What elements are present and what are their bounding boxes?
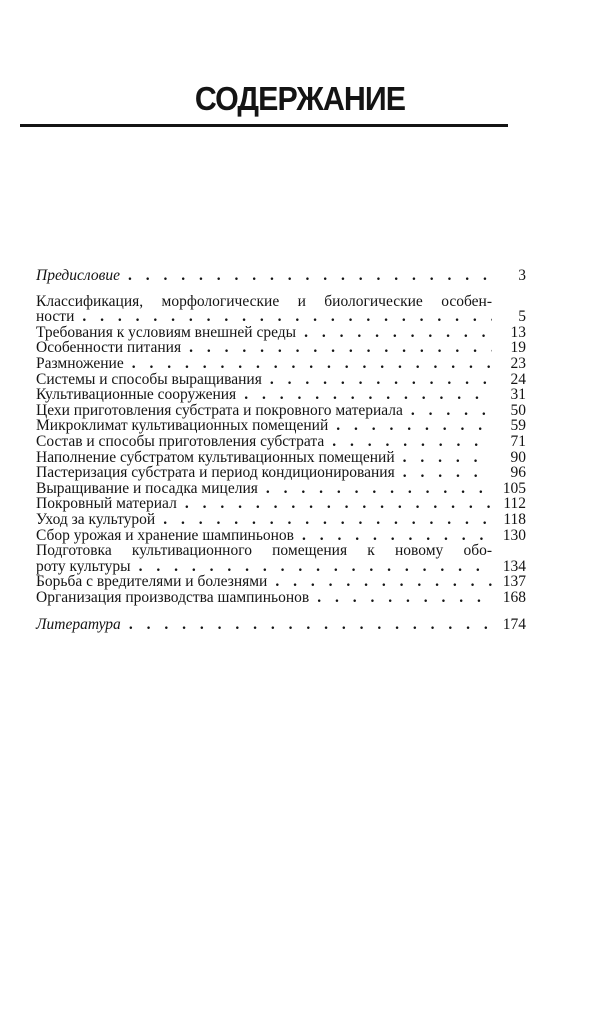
toc-entry[interactable]	[36, 559, 526, 575]
toc-entry-page: 13	[510, 323, 526, 341]
dot-leader	[403, 403, 492, 419]
page-title: СОДЕРЖАНИЕ	[194, 80, 406, 117]
toc-entry[interactable]	[36, 450, 526, 466]
toc-entry[interactable]	[36, 340, 526, 356]
toc-entry-page: 24	[510, 370, 526, 388]
toc-entry[interactable]	[36, 418, 526, 434]
toc-entry-page: 71	[510, 432, 526, 450]
toc-entry[interactable]	[36, 574, 526, 590]
toc-entry-page: 174	[502, 616, 526, 634]
dot-leader	[131, 559, 492, 575]
toc-entry-page: 137	[502, 573, 526, 591]
toc-entry-page: 105	[502, 479, 526, 497]
dot-leader	[258, 481, 492, 497]
dot-leader	[324, 434, 492, 450]
toc-entry[interactable]	[36, 325, 526, 341]
toc-entry-page: 168	[502, 588, 526, 606]
dot-leader	[395, 465, 492, 481]
dot-leader	[309, 590, 492, 606]
dot-leader	[296, 325, 492, 341]
toc-entry-title: Уход за культурой	[36, 510, 156, 528]
toc-entry-title: Культивационные сооружения	[36, 386, 237, 404]
toc-entry-title: Наполнение субстратом культивационных помещений	[36, 448, 395, 466]
toc-entry-title: Размножение	[36, 354, 124, 372]
dot-leader	[177, 496, 492, 512]
toc-entry-title: ности	[36, 308, 75, 326]
toc-entry-page: 96	[510, 464, 526, 482]
toc-entry-line1[interactable]	[36, 543, 526, 559]
toc-entry-page: 90	[510, 448, 526, 466]
toc-entry[interactable]	[36, 403, 526, 419]
dot-leader	[395, 450, 492, 466]
toc-entry-title: Цехи приготовления субстрата и покровного материала	[36, 401, 403, 419]
toc-entry[interactable]	[36, 481, 526, 497]
toc-entry-title: Требования к условиям внешней среды	[36, 323, 297, 341]
dot-leader	[328, 418, 492, 434]
toc-entry-title: Подготовка культивационного помещения к новому обо-	[36, 542, 492, 560]
title-rule	[20, 124, 508, 127]
toc-entry-page: 31	[510, 386, 526, 404]
toc-entry[interactable]	[36, 309, 526, 325]
toc-entry-title: Микроклимат культивационных помещений	[36, 417, 329, 435]
toc-entry[interactable]	[36, 512, 526, 528]
toc-entry-title: Выращивание и посадка мицелия	[36, 479, 258, 497]
dot-leader	[124, 356, 492, 372]
toc-entry[interactable]	[36, 590, 526, 606]
toc-entry[interactable]	[36, 387, 526, 403]
toc-entry-page: 130	[502, 526, 526, 544]
toc-entry-title: Покровный материал	[36, 495, 177, 513]
toc-entry-title: Пастеризация субстрата и период кондиционирования	[36, 464, 395, 482]
toc-entry-title: Состав и способы приготовления субстрата	[36, 432, 325, 450]
dot-leader	[74, 309, 492, 325]
toc-entry[interactable]	[36, 465, 526, 481]
toc-entry-title: Классификация, морфологические и биологические особен-	[36, 292, 492, 310]
toc-entry[interactable]	[36, 372, 526, 388]
dot-leader	[262, 372, 492, 388]
toc-entry-title: Особенности питания	[36, 339, 182, 357]
toc-entry[interactable]	[36, 528, 526, 544]
dot-leader	[294, 528, 492, 544]
dot-leader	[155, 512, 492, 528]
toc-entry-title: Сбор урожая и хранение шампиньонов	[36, 526, 295, 544]
dot-leader	[267, 574, 492, 590]
toc-entry-page: 19	[510, 339, 526, 357]
dot-leader	[236, 387, 492, 403]
toc-entry-page: 134	[502, 557, 526, 575]
toc-entry-page: 118	[503, 510, 526, 528]
dot-leader	[181, 340, 492, 356]
toc-entry-page: 3	[518, 267, 526, 284]
toc-entry[interactable]	[36, 496, 526, 512]
toc-entry-title: Системы и способы выращивания	[36, 370, 262, 388]
dot-leader	[120, 268, 492, 284]
toc-entry-title: роту культуры	[36, 557, 131, 575]
toc-entry-page: 50	[510, 401, 526, 419]
toc-entry-page: 112	[503, 495, 526, 513]
toc-entry-page: 59	[510, 417, 526, 435]
toc-entry-preface[interactable]	[36, 268, 526, 284]
toc-entry[interactable]	[36, 434, 526, 450]
toc-entry-title: Литература	[36, 616, 121, 634]
toc-entry-literature[interactable]	[36, 617, 526, 633]
toc-entry-page: 5	[518, 308, 526, 326]
toc-entry-page: 23	[510, 354, 526, 372]
toc-entry[interactable]	[36, 356, 526, 372]
toc-entry-title: Борьба с вредителями и болезнями	[36, 573, 268, 591]
toc-entry-title: Организация производства шампиньонов	[36, 588, 310, 606]
table-of-contents	[36, 268, 526, 633]
toc-entry-line1[interactable]	[36, 294, 526, 310]
toc-entry-title: Предисловие	[36, 267, 120, 284]
dot-leader	[121, 617, 492, 633]
